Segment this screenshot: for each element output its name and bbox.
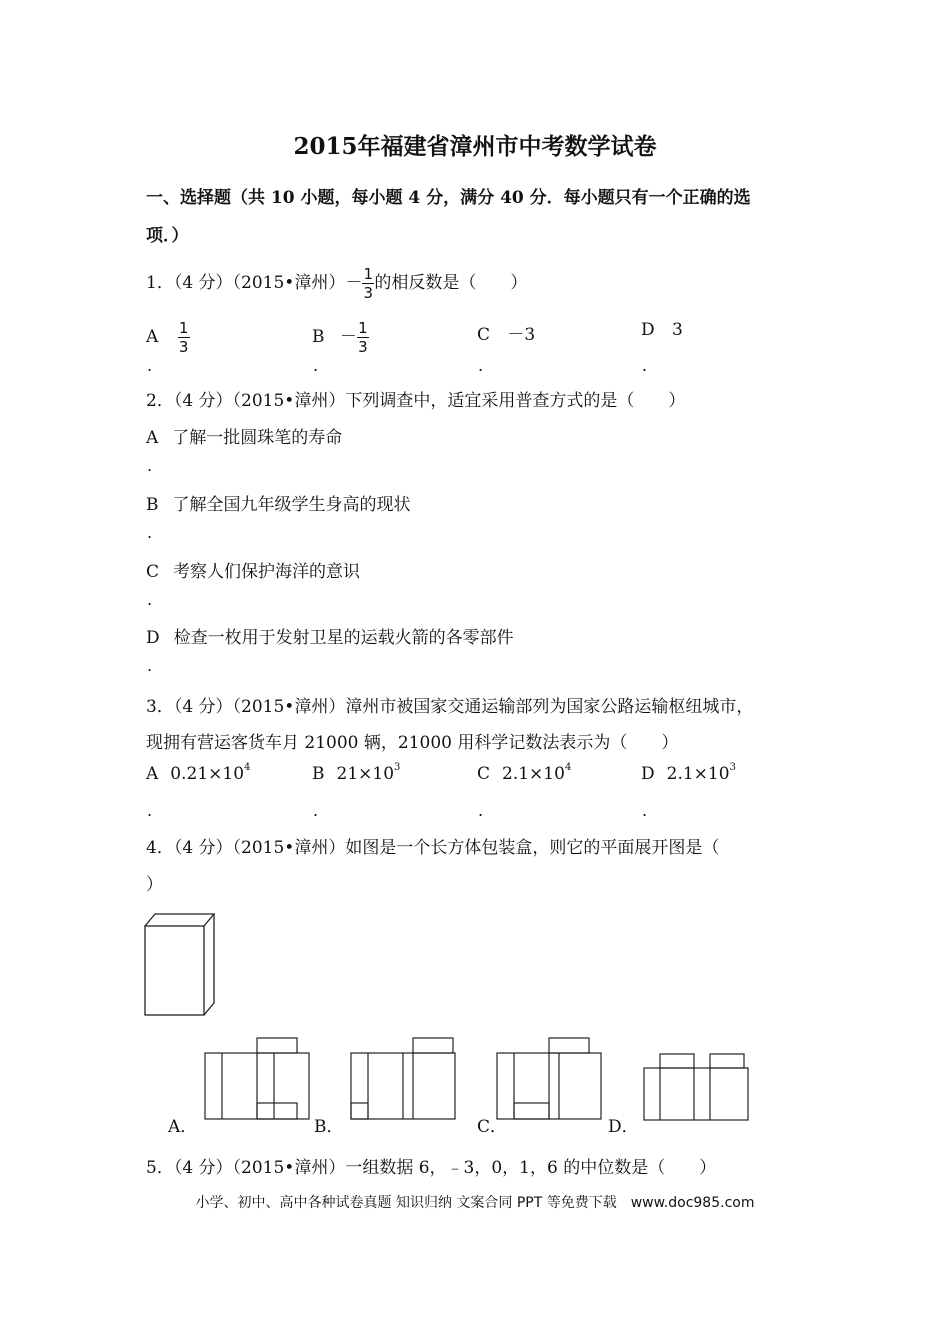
question-3-line2: 现拥有营运客货车月 21000 辆，21000 用科学记数法表示为（ ） xyxy=(146,733,679,753)
option-dot: . xyxy=(147,456,153,475)
q3-option-d[interactable] xyxy=(641,764,736,784)
option-dot: . xyxy=(147,801,153,820)
option-dot: . xyxy=(313,356,319,375)
q3-option-a[interactable] xyxy=(146,764,250,784)
question-4-line2: ） xyxy=(146,875,163,895)
question-3-line1: 3．（4 分）（2015•漳州）漳州市被国家交通运输部列为国家公路运输枢纽城市， xyxy=(146,697,754,717)
question-5: 5．（4 分）（2015•漳州）一组数据 6，﹣3，0，1，6 的中位数是（ ） xyxy=(146,1158,717,1178)
q1-option-a-fraction xyxy=(178,320,190,355)
q2-option-d[interactable] xyxy=(146,623,514,648)
fraction-denominator: 3 xyxy=(363,284,374,302)
question-1-prefix: 1．（4 分）（2015•漳州）－ xyxy=(146,273,363,293)
q4-option-c-label[interactable]: C． xyxy=(477,1117,508,1137)
q1-option-d[interactable] xyxy=(641,320,683,340)
net-option-b[interactable] xyxy=(346,1035,461,1125)
option-dot: . xyxy=(478,801,484,820)
q2-option-b[interactable] xyxy=(146,490,411,515)
question-1 xyxy=(146,266,527,301)
option-label: A xyxy=(146,764,159,784)
exponent: 4 xyxy=(244,762,251,773)
option-label: C xyxy=(477,764,491,784)
page-title: 2015年福建省漳州市中考数学试卷 xyxy=(293,133,657,160)
q4-option-a-label[interactable]: A． xyxy=(168,1117,198,1137)
exponent: 4 xyxy=(564,762,572,773)
exponent: 3 xyxy=(394,762,401,773)
option-text: 考察人们保护海洋的意识 xyxy=(173,562,361,582)
option-label: D xyxy=(641,320,655,340)
net-option-a[interactable] xyxy=(200,1035,315,1125)
net-option-c[interactable] xyxy=(492,1035,607,1125)
option-label: B xyxy=(312,327,325,347)
option-label: C xyxy=(146,562,160,582)
q1-option-a[interactable] xyxy=(146,320,190,355)
q2-option-c[interactable] xyxy=(146,557,360,582)
option-text: 21×10 xyxy=(336,764,395,784)
option-text: 2.1×10 xyxy=(502,764,565,784)
option-dot: . xyxy=(147,356,153,375)
q3-option-b[interactable] xyxy=(312,764,400,784)
section-heading-line2: 项．） xyxy=(146,226,189,246)
q3-option-c[interactable] xyxy=(477,764,571,784)
option-label: B xyxy=(312,764,325,784)
q1-option-b[interactable] xyxy=(312,320,369,355)
option-text: 0.21×10 xyxy=(170,764,245,784)
option-label: B xyxy=(146,495,159,515)
exponent: 3 xyxy=(729,762,736,773)
minus-sign: － xyxy=(339,327,357,347)
option-label: C xyxy=(477,325,491,345)
option-label: A xyxy=(146,327,159,347)
option-text: 了解全国九年级学生身高的现状 xyxy=(172,495,411,515)
option-label: D xyxy=(641,764,655,784)
option-dot: . xyxy=(147,656,153,675)
q4-option-b-label[interactable]: B． xyxy=(314,1117,344,1137)
option-label: D xyxy=(146,628,160,648)
q4-option-d-label[interactable]: D． xyxy=(608,1117,639,1137)
option-text: 3 xyxy=(672,320,683,340)
box-3d-figure xyxy=(140,908,224,1020)
option-dot: . xyxy=(642,356,648,375)
option-dot: . xyxy=(642,801,648,820)
box-side-face xyxy=(204,914,214,1015)
fraction-numerator: 1 xyxy=(363,265,374,283)
q1-option-b-fraction xyxy=(357,320,369,355)
fraction-denominator: 3 xyxy=(358,338,368,356)
section-heading-line1: 一、选择题（共 10 小题，每小题 4 分，满分 40 分．每小题只有一个正确的选 xyxy=(146,188,751,208)
question-1-fraction xyxy=(362,266,374,301)
option-dot: . xyxy=(147,523,153,542)
page-footer: 小学、初中、高中各种试卷真题 知识归纳 文案合同 PPT 等免费下载 www.doc985.com xyxy=(195,1195,755,1211)
question-1-suffix: 的相反数是（ ） xyxy=(374,273,528,293)
net-option-d[interactable] xyxy=(640,1048,752,1124)
question-2: 2．（4 分）（2015•漳州）下列调查中，适宜采用普查方式的是（ ） xyxy=(146,391,686,411)
option-dot: . xyxy=(478,356,484,375)
option-text: 2.1×10 xyxy=(666,764,730,784)
option-dot: . xyxy=(313,801,319,820)
fraction-numerator: 1 xyxy=(178,319,189,337)
box-front-face xyxy=(145,926,204,1015)
q1-option-c[interactable] xyxy=(477,320,535,345)
option-text: －3 xyxy=(507,325,536,345)
fraction-denominator: 3 xyxy=(178,338,189,356)
option-text: 检查一枚用于发射卫星的运载火箭的各零部件 xyxy=(173,628,514,648)
option-text: 了解一批圆珠笔的寿命 xyxy=(172,428,343,448)
option-label: A xyxy=(146,428,159,448)
box-top-face xyxy=(145,914,214,926)
option-dot: . xyxy=(147,590,153,609)
q2-option-a[interactable] xyxy=(146,423,342,448)
question-4-line1: 4．（4 分）（2015•漳州）如图是一个长方体包装盒，则它的平面展开图是（ xyxy=(146,838,720,858)
fraction-numerator: 1 xyxy=(358,319,368,337)
